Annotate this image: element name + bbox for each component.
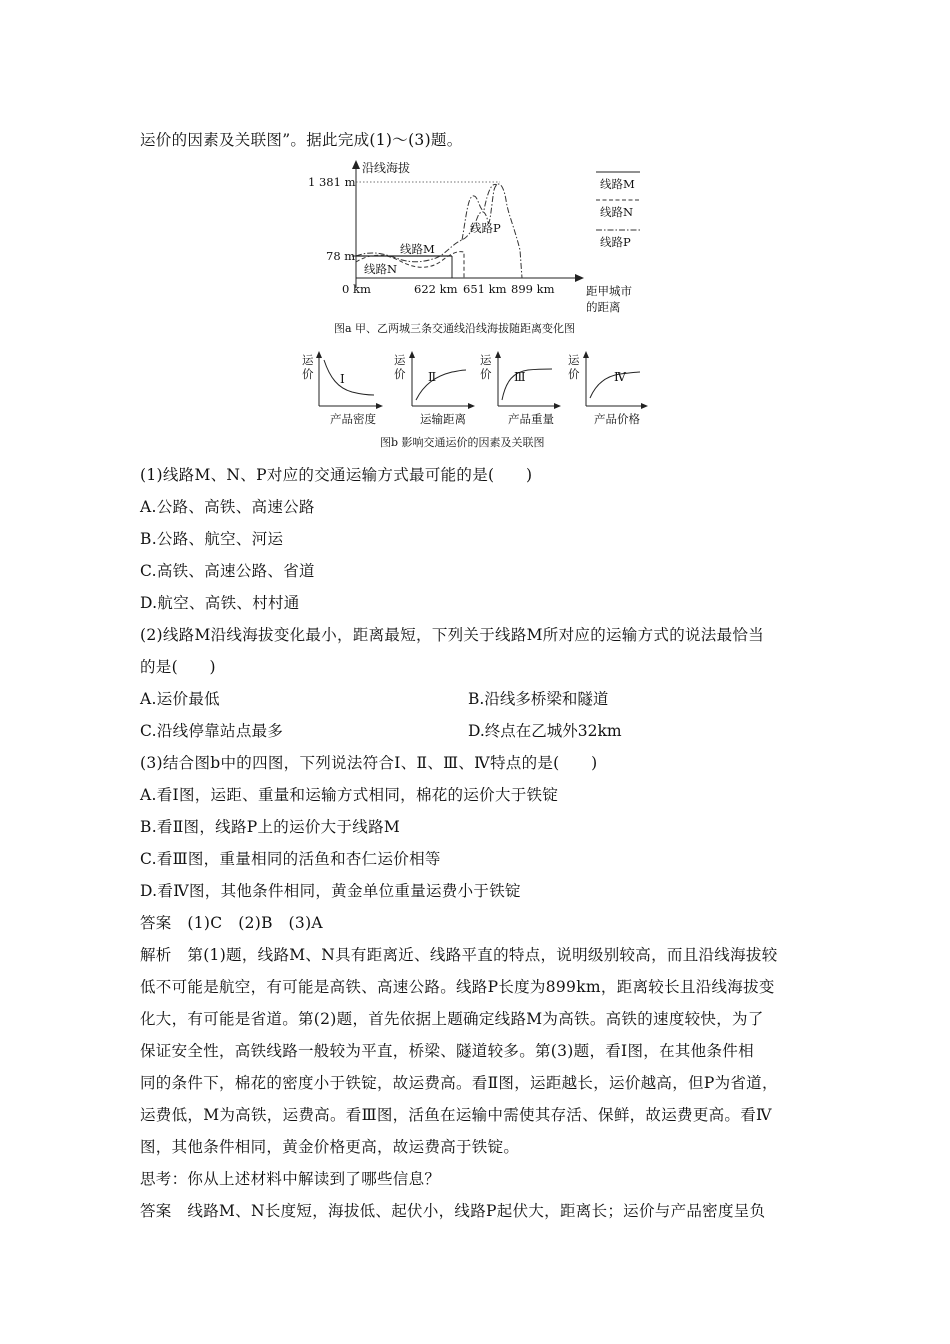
panel-4-ylabel-1: 运: [568, 353, 580, 367]
analysis-line-6: 运费低，M为高铁，运费高。看Ⅲ图，活鱼在运输中需使其存活、保鲜，故运费更高。看Ⅳ: [140, 1106, 772, 1124]
panel-2-xlabel: 运输距离: [420, 412, 466, 426]
analysis-line-2: 低不可能是航空，有可能是高铁、高速公路。线路P长度为899km，距离较长且沿线海拔变: [140, 978, 775, 996]
panel-2-ylabel-1: 运: [394, 353, 406, 367]
figure-a-caption: 图a 甲、乙两城三条交通线沿线海拔随距离变化图: [334, 322, 576, 335]
figure-a-x-tick-651: 651 km: [463, 282, 507, 296]
figure-a-y-tick-top: 1 381 m: [308, 175, 356, 189]
think-answer: 答案 线路M、N长度短，海拔低、起伏小，线路P起伏大，距离长；运价与产品密度呈负: [140, 1202, 766, 1220]
q2-option-b: B.沿线多桥梁和隧道: [468, 690, 609, 708]
panel-1-ylabel-1: 运: [302, 353, 314, 367]
q2-stem-2: 的是( ): [140, 658, 216, 676]
analysis-line-7: 图，其他条件相同，黄金价格更高，故运费高于铁锭。: [140, 1138, 520, 1156]
q1-option-d: D.航空、高铁、村村通: [140, 594, 300, 612]
q3-stem: (3)结合图b中的四图，下列说法符合Ⅰ、Ⅱ、Ⅲ、Ⅳ特点的是( ): [140, 754, 598, 772]
figure-a-x-title-1: 距甲城市: [586, 284, 632, 298]
analysis-line-3: 化大，有可能是省道。第(2)题，首先依据上题确定线路M为高铁。高铁的速度较快，为了: [140, 1010, 764, 1028]
panel-3-roman: Ⅲ: [514, 370, 526, 384]
q1-option-a: A.公路、高铁、高速公路: [140, 498, 315, 516]
figure-a-route-p-label: 线路P: [470, 221, 501, 235]
figure-a-y-title: 沿线海拔: [362, 161, 411, 175]
q1-stem: (1)线路M、N、P对应的交通运输方式最可能的是( ): [140, 466, 533, 484]
q2-option-d: D.终点在乙城外32km: [468, 722, 622, 740]
q2-option-c: C.沿线停靠站点最多: [140, 722, 284, 740]
figure-a-x-tick-899: 899 km: [511, 282, 555, 296]
q3-option-a: A.看Ⅰ图，运距、重量和运输方式相同，棉花的运价大于铁锭: [140, 786, 559, 804]
q1-option-b: B.公路、航空、河运: [140, 530, 284, 548]
q3-option-b: B.看Ⅱ图，线路P上的运价大于线路M: [140, 818, 401, 836]
analysis-line-4: 保证安全性，高铁线路一般较为平直，桥梁、隧道较多。第(3)题，看Ⅰ图，在其他条件相: [140, 1042, 754, 1060]
q1-option-c: C.高铁、高速公路、省道: [140, 562, 315, 580]
panel-1-roman: Ⅰ: [340, 372, 345, 386]
analysis-line-5: 同的条件下，棉花的密度小于铁锭，故运费高。看Ⅱ图，运距越长，运价越高，但P为省道，: [140, 1074, 778, 1092]
panel-4-roman: Ⅳ: [614, 370, 626, 384]
figure-a-x-tick-0: 0 km: [342, 282, 371, 296]
think-question: 思考：你从上述材料中解读到了哪些信息？: [140, 1170, 441, 1188]
answer-line: 答案 (1)C (2)B (3)A: [140, 914, 323, 932]
intro-text: 运价的因素及关联图”。据此完成(1)～(3)题。: [140, 131, 463, 149]
panel-2-roman: Ⅱ: [428, 370, 437, 384]
panel-4-xlabel: 产品价格: [594, 412, 640, 426]
panel-3-ylabel-2: 价: [480, 367, 492, 381]
figure-a-x-tick-622: 622 km: [414, 282, 458, 296]
q3-option-c: C.看Ⅲ图，重量相同的活鱼和杏仁运价相等: [140, 850, 441, 868]
figure-a-route-m-label: 线路M: [400, 242, 435, 256]
legend-route-p: 线路P: [600, 235, 631, 249]
panel-1-xlabel: 产品密度: [330, 412, 376, 426]
legend-route-m: 线路M: [600, 177, 635, 191]
figure-b-caption: 图b 影响交通运价的因素及关联图: [380, 436, 545, 449]
q2-option-a: A.运价最低: [140, 690, 220, 708]
legend-route-n: 线路N: [600, 205, 634, 219]
panel-3-xlabel: 产品重量: [508, 412, 554, 426]
panel-4-ylabel-2: 价: [568, 367, 580, 381]
panel-2-ylabel-2: 价: [394, 367, 406, 381]
panel-1-ylabel-2: 价: [302, 367, 314, 381]
q2-stem-1: (2)线路M沿线海拔变化最小，距离最短，下列关于线路M所对应的运输方式的说法最恰当: [140, 626, 764, 644]
q3-option-d: D.看Ⅳ图，其他条件相同，黄金单位重量运费小于铁锭: [140, 882, 521, 900]
figure-a-x-title-2: 的距离: [586, 300, 621, 314]
analysis-line-1: 解析 第(1)题，线路M、N具有距离近、线路平直的特点，说明级别较高，而且沿线海拔较: [140, 946, 778, 964]
figure-a-route-n-label: 线路N: [364, 262, 398, 276]
panel-3-ylabel-1: 运: [480, 353, 492, 367]
figure-a-y-tick-low: 78 m: [326, 249, 356, 263]
